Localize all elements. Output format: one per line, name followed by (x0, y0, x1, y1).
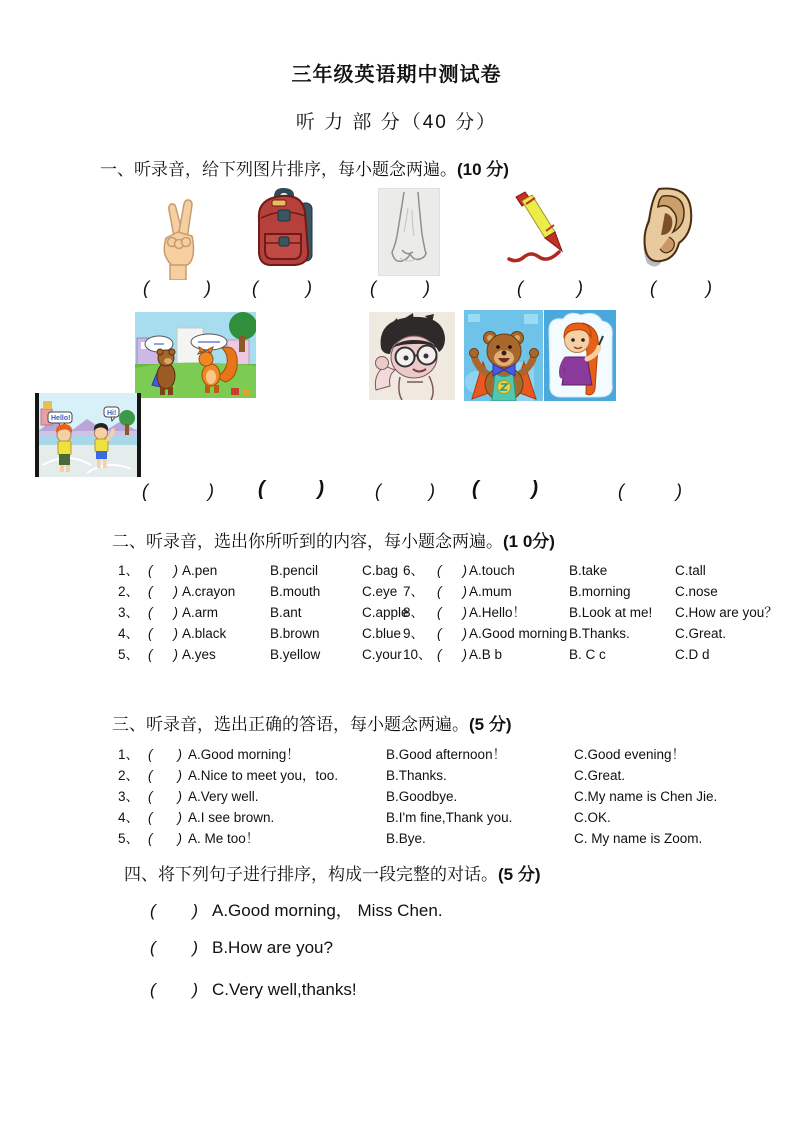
part3-heading-text: 三、听录音，选出正确的答语，每小题念两遍。 (112, 715, 469, 734)
answer-brackets[interactable]: ( ) (258, 478, 324, 500)
two-boys-greeting-icon (35, 393, 141, 477)
page-title: 三年级英语期中测试卷 (291, 64, 502, 86)
answer-brackets[interactable]: ( ) (437, 563, 467, 578)
part3-score: (5 分) (469, 715, 512, 734)
part2-questions-right (403, 560, 778, 665)
answer-brackets[interactable]: ( ) (650, 278, 712, 298)
answer-brackets[interactable]: ( ) (252, 278, 312, 298)
question-row: 3、 ( ) A.arm B.ant C.apple (118, 602, 409, 623)
two-boys-greeting-image (35, 393, 141, 477)
answer-brackets[interactable]: ( ) (148, 831, 182, 846)
answer-brackets[interactable]: ( ) (437, 626, 467, 641)
answer-brackets[interactable]: ( ) (148, 810, 182, 825)
answer-brackets[interactable]: ( ) (148, 747, 182, 762)
answer-brackets[interactable]: ( ) (148, 789, 182, 804)
speech-bubble-hello: Hello! (51, 415, 71, 422)
peace-sign-hand-icon (152, 192, 204, 280)
question-row: 7、 ( ) A.mum B.morning C.nose (403, 581, 778, 602)
bear-zoom-and-girl-image (464, 310, 616, 401)
answer-brackets[interactable]: ( ) (437, 605, 467, 620)
answer-brackets[interactable]: ( ) (142, 481, 214, 501)
answer-brackets[interactable]: ( ) (472, 478, 538, 500)
answer-brackets[interactable]: ( ) (437, 647, 467, 662)
part3-questions (118, 744, 717, 849)
question-row: 8、 ( ) A.Hello！ B.Look at me! C.How are you？ (403, 602, 778, 623)
answer-brackets[interactable]: ( ) (437, 584, 467, 599)
question-row: 3、 ( ) A.Very well. B.Goodbye. C.My name is Chen Jie. (118, 786, 717, 807)
nose-sketch-image (378, 188, 440, 276)
answer-brackets[interactable]: ( ) (150, 980, 198, 999)
part4-heading (124, 860, 541, 885)
listening-section-title: 听 力 部 分（40 分） (295, 112, 498, 133)
part4-sentence-b (150, 938, 333, 958)
answer-brackets[interactable]: ( ) (370, 278, 430, 298)
answer-brackets[interactable]: ( ) (618, 481, 682, 501)
bear-zoom-and-girl-icon (464, 310, 616, 401)
answer-brackets[interactable]: ( ) (148, 563, 178, 578)
answer-brackets[interactable]: ( ) (148, 605, 178, 620)
part4-sentence-b-text: B.How are you? (212, 938, 333, 957)
bear-and-squirrel-icon (135, 312, 256, 398)
answer-brackets[interactable]: ( ) (148, 626, 178, 641)
answer-brackets[interactable]: ( ) (517, 278, 583, 298)
question-row: 10、 ( ) A.B b B. C c C.D d (403, 644, 778, 665)
part4-sentence-a (150, 896, 443, 921)
schoolbag-icon (247, 185, 322, 275)
question-row: 4、 ( ) A.I see brown. B.I'm fine,Thank you. C.OK. (118, 807, 717, 828)
part1-heading-text: 一、听录音，给下列图片排序，每小题念两遍。 (100, 160, 457, 179)
part2-questions-left (118, 560, 409, 665)
answer-brackets[interactable]: ( ) (148, 768, 182, 783)
ear-image (625, 185, 697, 270)
answer-brackets[interactable]: ( ) (148, 584, 178, 599)
question-row: 9、 ( ) A.Good morning B.Thanks. C.Great. (403, 623, 778, 644)
bear-and-squirrel-scene-image (135, 312, 256, 398)
question-row: 6、 ( ) A.touch B.take C.tall (403, 560, 778, 581)
part4-sentence-a-text: A.Good morning， Miss Chen. (212, 901, 443, 920)
part4-score: (5 分) (498, 865, 541, 884)
question-row: 2、 ( ) A.crayon B.mouth C.eye (118, 581, 409, 602)
answer-brackets[interactable]: ( ) (143, 278, 211, 298)
part4-sentence-c-text: C.Very well,thanks! (212, 980, 357, 999)
ear-icon (625, 185, 697, 270)
answer-brackets[interactable]: ( ) (375, 481, 435, 501)
nose-icon (378, 188, 440, 276)
part1-score: (10 分) (457, 160, 509, 179)
question-row: 5、 ( ) A. Me too！ B.Bye. C. My name is Zoom. (118, 828, 717, 849)
question-row: 1、 ( ) A.pen B.pencil C.bag (118, 560, 409, 581)
part4-heading-text: 四、将下列句子进行排序，构成一段完整的对话。 (124, 865, 498, 884)
part1-heading (100, 155, 509, 180)
answer-brackets[interactable]: ( ) (150, 938, 198, 957)
part3-heading (112, 710, 512, 735)
boy-with-glasses-icon (369, 312, 455, 400)
question-row: 4、 ( ) A.black B.brown C.blue (118, 623, 409, 644)
boy-with-glasses-sketch-image (369, 312, 455, 400)
crayon-image (502, 190, 570, 270)
answer-brackets[interactable]: ( ) (150, 901, 198, 920)
part4-sentence-c (150, 980, 357, 1000)
red-schoolbag-image (247, 185, 322, 275)
part2-score: (1 0分) (503, 532, 555, 551)
question-row: 2、 ( ) A.Nice to meet you，too. B.Thanks. C.Great. (118, 765, 717, 786)
part2-heading-text: 二、听录音，选出你所听到的内容，每小题念两遍。 (112, 532, 503, 551)
crayon-icon (502, 190, 570, 270)
part2-heading (112, 527, 555, 552)
speech-bubble-hi: Hi! (107, 410, 117, 417)
question-row: 1、 ( ) A.Good morning！ B.Good afternoon！ C.Good evening！ (118, 744, 717, 765)
peace-sign-hand-image (152, 192, 204, 280)
question-row: 5、 ( ) A.yes B.yellow C.your (118, 644, 409, 665)
answer-brackets[interactable]: ( ) (148, 647, 178, 662)
